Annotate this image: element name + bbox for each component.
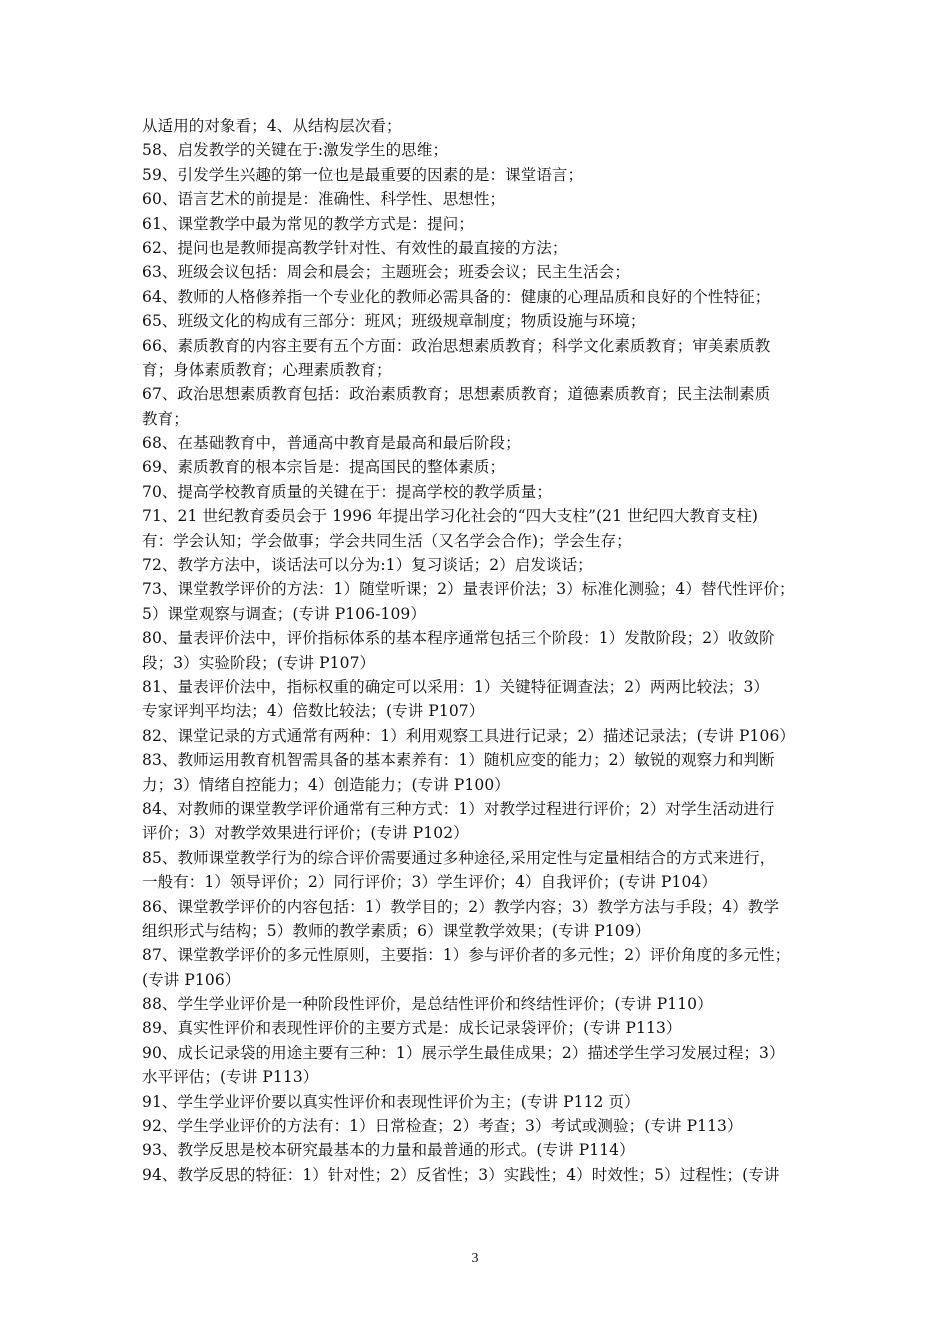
text-line: 72、教学方法中，谈话法可以分为:1）复习谈话；2）启发谈话； [142, 556, 593, 575]
document-body [142, 114, 810, 1187]
page-number: 3 [471, 1251, 479, 1266]
text-line: 一般有：1）领导评价；2）同行评价；3）学生评价；4）自我评价；(专讲 P104） [142, 873, 718, 892]
text-line: 92、学生学业评价的方法有：1）日常检查；2）考查；3）考试或测验；(专讲 P113） [142, 1117, 743, 1136]
text-line: 段；3）实验阶段；(专讲 P107） [142, 653, 376, 672]
text-line: 63、班级会议包括：周会和晨会；主题班会；班委会议；民主生活会； [142, 263, 630, 282]
text-line: 66、素质教育的内容主要有五个方面：政治思想素质教育；科学文化素质教育；审美素质教 [142, 336, 771, 355]
text-line: 93、教学反思是校本研究最基本的力量和最普通的形式。(专讲 P114） [142, 1141, 635, 1160]
text-line: 62、提问也是教师提高教学针对性、有效性的最直接的方法； [142, 238, 568, 257]
text-line: 58、启发教学的关键在于:激发学生的思维； [142, 141, 449, 160]
text-line: 84、对教师的课堂教学评价通常有三种方式：1）对教学过程进行评价；2）对学生活动进行 [142, 799, 775, 818]
text-line: 力；3）情绪自控能力；4）创造能力；(专讲 P100） [142, 775, 510, 794]
text-line: 87、课堂教学评价的多元性原则，主要指：1）参与评价者的多元性；2）评价角度的多元性； [142, 946, 791, 965]
text-line: 65、班级文化的构成有三部分：班风；班级规章制度；物质设施与环境； [142, 312, 646, 331]
text-line: 86、课堂教学评价的内容包括：1）教学目的；2）教学内容；3）教学方法与手段；4）教学 [142, 897, 779, 916]
text-line: 91、学生学业评价要以真实性评价和表现性评价为主；(专讲 P112 页） [142, 1092, 640, 1111]
text-line: 81、量表评价法中，指标权重的确定可以采用：1）关键特征调查法；2）两两比较法；3） [142, 677, 770, 696]
text-line: 有：学会认知；学会做事；学会共同生活（又名学会合作)；学会生存； [142, 531, 632, 550]
text-line: 73、课堂教学评价的方法：1）随堂听课；2）量表评价法；3）标准化测验；4）替代性评价； [142, 580, 795, 599]
text-line: 67、政治思想素质教育包括：政治素质教育；思想素质教育；道德素质教育；民主法制素质 [142, 385, 771, 404]
text-line: 评价；3）对教学效果进行评价；(专讲 P102） [142, 824, 469, 843]
text-line: 80、量表评价法中，评价指标体系的基本程序通常包括三个阶段：1）发散阶段；2）收敛阶 [142, 629, 775, 648]
text-line: 育；身体素质教育；心理素质教育； [142, 360, 392, 379]
text-line: 从适用的对象看；4、从结构层次看； [142, 117, 402, 135]
text-line: 教育； [142, 409, 189, 428]
text-line: 组织形式与结构；5）教师的教学素质；6）课堂教学效果；(专讲 P109） [142, 921, 651, 940]
text-line: 64、教师的人格修养指一个专业化的教师必需具备的：健康的心理品质和良好的个性特征； [142, 287, 771, 306]
text-line: 88、学生学业评价是一种阶段性评价，是总结性评价和终结性评价；(专讲 P110） [142, 995, 713, 1014]
text-line: 85、教师课堂教学行为的综合评价需要通过多种途径,采用定性与定量相结合的方式来进行， [142, 848, 776, 867]
text-line: 94、教学反思的特征：1）针对性；2）反省性；3）实践性；4）时效性；5）过程性；(专讲 [142, 1165, 780, 1184]
text-line: 5）课堂观察与调查；(专讲 P106-109） [142, 604, 426, 623]
text-line: 61、课堂教学中最为常见的教学方式是：提问； [142, 214, 474, 233]
text-line: 59、引发学生兴趣的第一位也是最重要的因素的是：课堂语言； [142, 165, 584, 184]
text-line: 水平评估；(专讲 P113） [142, 1068, 319, 1087]
text-line: 60、语言艺术的前提是：准确性、科学性、思想性； [142, 190, 506, 209]
text-line: 82、课堂记录的方式通常有两种：1）利用观察工具进行记录；2）描述记录法；(专讲 P106） [142, 726, 796, 745]
text-line: 70、提高学校教育质量的关键在于：提高学校的教学质量； [142, 482, 552, 501]
text-line: 71、21 世纪教育委员会于 1996 年提出学习化社会的“四大支柱”(21 世纪四大教育支柱) [142, 507, 759, 526]
text-line: (专讲 P106） [142, 970, 241, 989]
text-line: 90、成长记录袋的用途主要有三种：1）展示学生最佳成果；2）描述学生学习发展过程；3） [142, 1043, 785, 1062]
text-line: 89、真实性评价和表现性评价的主要方式是：成长记录袋评价；(专讲 P113） [142, 1019, 682, 1038]
text-line: 专家评判平均法；4）倍数比较法；(专讲 P107） [142, 702, 485, 721]
text-line: 69、素质教育的根本宗旨是：提高国民的整体素质； [142, 458, 506, 477]
text-line: 83、教师运用教育机智需具备的基本素养有：1）随机应变的能力；2）敏锐的观察力和判断 [142, 751, 775, 770]
text-line: 68、在基础教育中，普通高中教育是最高和最后阶段； [142, 434, 521, 453]
